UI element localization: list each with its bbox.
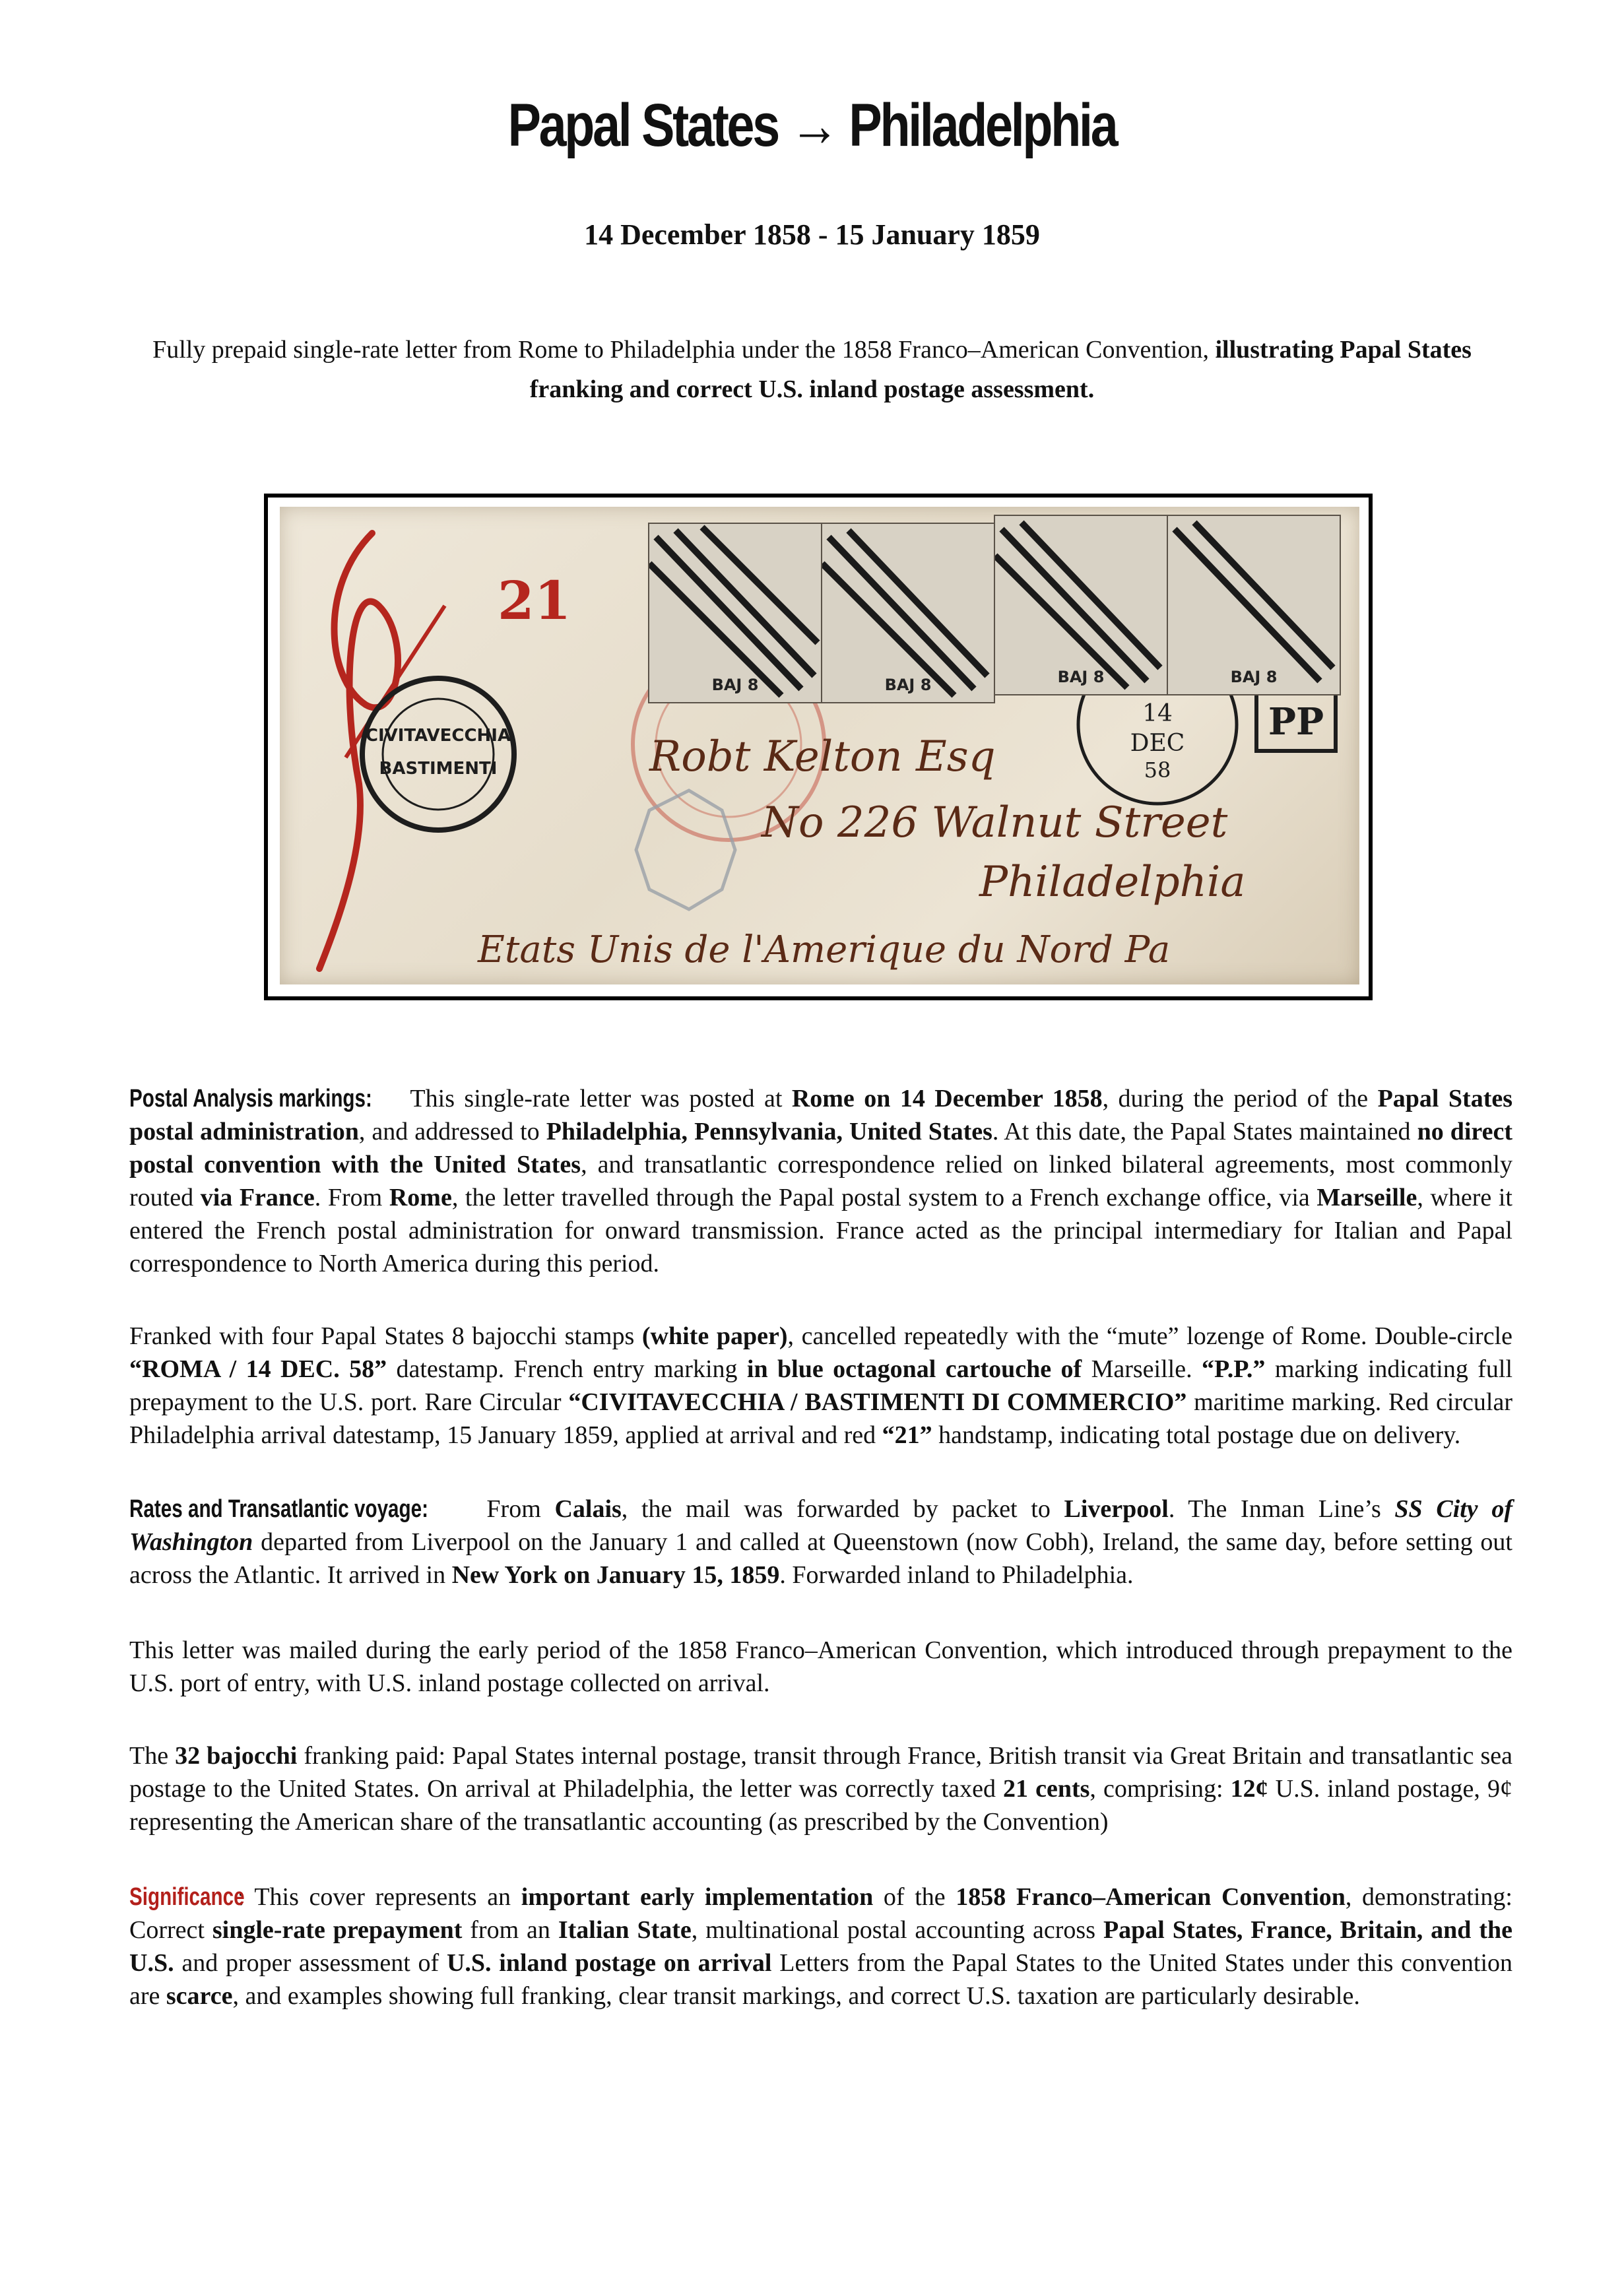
text-run: Papal States, France, Britain, and the U.S. (129, 1916, 1512, 1977)
stamp-3-label: BAJ 8 (1057, 668, 1105, 686)
text-run: , and examples showing full franking, clear transit markings, and correct U.S. taxation are particularly desirable. (232, 1982, 1360, 2010)
text-run: “21” (882, 1421, 932, 1449)
text-run: , demonstrating: Correct (129, 1883, 1512, 1944)
text-run: This single-rate letter was posted at (401, 1085, 792, 1112)
text-run: , comprising: (1089, 1775, 1231, 1803)
rates-heading: Rates and Transatlantic voyage: (129, 1495, 428, 1523)
intro-plain: Fully prepaid single-rate letter from Rome to Philadelphia under the 1858 Franco–American Convention, (152, 336, 1216, 364)
address-line-1: Robt Kelton Esq (649, 732, 996, 781)
stamp-3 (994, 515, 1168, 695)
pp-mark: PP (1268, 700, 1324, 744)
text-run: important early implementation (521, 1883, 874, 1911)
text-run: 1858 Franco–American Convention (956, 1883, 1346, 1911)
page-title: Papal States → Philadelphia (507, 92, 1117, 159)
text-run: via France (200, 1184, 315, 1211)
text-run: Franked with four Papal States 8 bajocchi stamps (129, 1322, 642, 1350)
text-run: SS City of Washington (129, 1495, 1512, 1556)
text-run: , where it entered the French postal administration for onward transmission. France acted as the principal intermediary for Italian and Papal correspondence to North America during this period. (129, 1184, 1512, 1277)
text-run: , and transatlantic correspondence relied on linked bilateral agreements, most commonly routed (129, 1151, 1512, 1211)
stamp-2-label: BAJ 8 (884, 676, 932, 694)
text-run: , multinational postal accounting across (691, 1916, 1103, 1944)
text-run: , during the period of the (1102, 1085, 1378, 1112)
postal-analysis-heading: Postal Analysis markings: (129, 1085, 372, 1112)
text-run: This letter was mailed during the early period of the 1858 Franco–American Convention, which introduced through prepayment to the U.S. port of entry, with U.S. inland postage collected on arrival. (129, 1636, 1512, 1697)
postal-analysis-paragraph (129, 1082, 1512, 1280)
significance-heading: Significance (129, 1883, 245, 1911)
text-run: Philadelphia, Pennsylvania, United States (546, 1118, 992, 1145)
text-run: in blue octagonal cartouche of (746, 1355, 1082, 1383)
cover-photo-frame (264, 494, 1373, 1000)
intro-bold: illustrating Papal States franking and correct U.S. inland postage assessment. (529, 336, 1472, 403)
date-range: 14 December 1858 - 15 January 1859 (584, 218, 1040, 251)
text-run: Italian State (558, 1916, 692, 1944)
stamp-4-label: BAJ 8 (1230, 668, 1278, 686)
bajocchi-paragraph (129, 1739, 1512, 1838)
text-run: departed from Liverpool on the January 1 and called at Queenstown (now Cobh), Ireland, the same day, before setting out across the Atlantic. It arrived in (129, 1528, 1512, 1589)
text-run: Letters from the Papal States to the United States under this convention are (129, 1949, 1512, 2010)
text-run: “CIVITAVECCHIA / BASTIMENTI DI COMMERCIO” (568, 1388, 1187, 1416)
text-run: , the mail was forwarded by packet to (621, 1495, 1064, 1523)
text-run: from an (462, 1916, 558, 1944)
text-run: Marseille. (1082, 1355, 1202, 1383)
convention-paragraph (129, 1634, 1512, 1700)
handstamp-21: 21 (498, 569, 571, 631)
stamp-1 (648, 523, 822, 703)
text-run: “ROMA / 14 DEC. 58” (129, 1355, 387, 1383)
text-run: New York on January 15, 1859 (451, 1561, 780, 1589)
text-run: handstamp, indicating total postage due on delivery. (932, 1421, 1461, 1449)
text-run: Calais (554, 1495, 622, 1523)
text-run: maritime marking. Red circular Philadelphia arrival datestamp, 15 January 1859, applied at arrival and red (129, 1388, 1513, 1449)
text-run: The (129, 1742, 176, 1770)
text-run: . The Inman Line’s (1168, 1495, 1395, 1523)
text-run: : This cover represents an (237, 1883, 521, 1911)
text-run: From (472, 1495, 555, 1523)
cover-image (280, 507, 1359, 984)
text-run: marking indicating full prepayment to the U.S. port. Rare Circular (129, 1355, 1513, 1416)
text-run: U.S. inland postage, 9¢ representing the American share of the transatlantic accounting (as prescribed by the Convention) (129, 1775, 1512, 1836)
text-run: 12¢ (1230, 1775, 1268, 1803)
stamp-2 (821, 523, 995, 703)
text-run: . At this date, the Papal States maintained (992, 1118, 1417, 1145)
stamp-1-label: BAJ 8 (711, 676, 759, 694)
text-run: Rome on 14 December 1858 (791, 1085, 1103, 1112)
significance-paragraph (129, 1881, 1512, 2013)
text-run: scarce (166, 1982, 233, 2010)
stamp-4 (1167, 515, 1341, 695)
text-run: 32 bajocchi (175, 1742, 298, 1770)
text-run: single-rate prepayment (212, 1916, 463, 1944)
roma-year: 58 (1144, 757, 1171, 783)
franking-paragraph (129, 1320, 1512, 1452)
text-run: Liverpool (1064, 1495, 1169, 1523)
text-run: , cancelled repeatedly with the “mute” lozenge of Rome. Double-circle (787, 1322, 1512, 1350)
text-run: datestamp. French entry marking (387, 1355, 747, 1383)
text-run: (white paper) (641, 1322, 788, 1350)
civitavecchia-text-2: BASTIMENTI (379, 759, 498, 779)
address-line-3: Philadelphia (979, 858, 1246, 907)
roma-month: DEC (1130, 730, 1185, 757)
address-line-2: No 226 Walnut Street (762, 798, 1228, 847)
text-run: , the letter travelled through the Papal postal system to a French exchange office, via (451, 1184, 1317, 1211)
intro-paragraph (132, 330, 1492, 409)
civitavecchia-text-1: CIVITAVECCHIA (365, 726, 511, 746)
text-run: , and addressed to (358, 1118, 546, 1145)
text-run: . From (314, 1184, 389, 1211)
text-run: “P.P.” (1201, 1355, 1266, 1383)
text-run: Papal States postal administration (129, 1085, 1513, 1145)
stamp-strip (648, 523, 1341, 714)
address-line-4: Etats Unis de l'Amerique du Nord Pa (478, 928, 1171, 971)
text-run: no direct postal convention with the United States (129, 1118, 1512, 1178)
rates-paragraph (129, 1493, 1512, 1592)
text-run: and proper assessment of (174, 1949, 447, 1977)
text-run: 21 cents (1003, 1775, 1090, 1803)
text-run: U.S. inland postage on arrival (446, 1949, 772, 1977)
text-run: Rome (389, 1184, 452, 1211)
text-run: . Forwarded inland to Philadelphia. (779, 1561, 1134, 1589)
roma-day: 14 (1142, 700, 1173, 727)
text-run: Marseille (1316, 1184, 1417, 1211)
text-run: of the (873, 1883, 956, 1911)
text-run: franking paid: Papal States internal postage, transit through France, British transit via Great Britain and transatlantic sea postage to the United States. On arrival at Philadelphia, the letter was correctly taxed (129, 1742, 1513, 1803)
